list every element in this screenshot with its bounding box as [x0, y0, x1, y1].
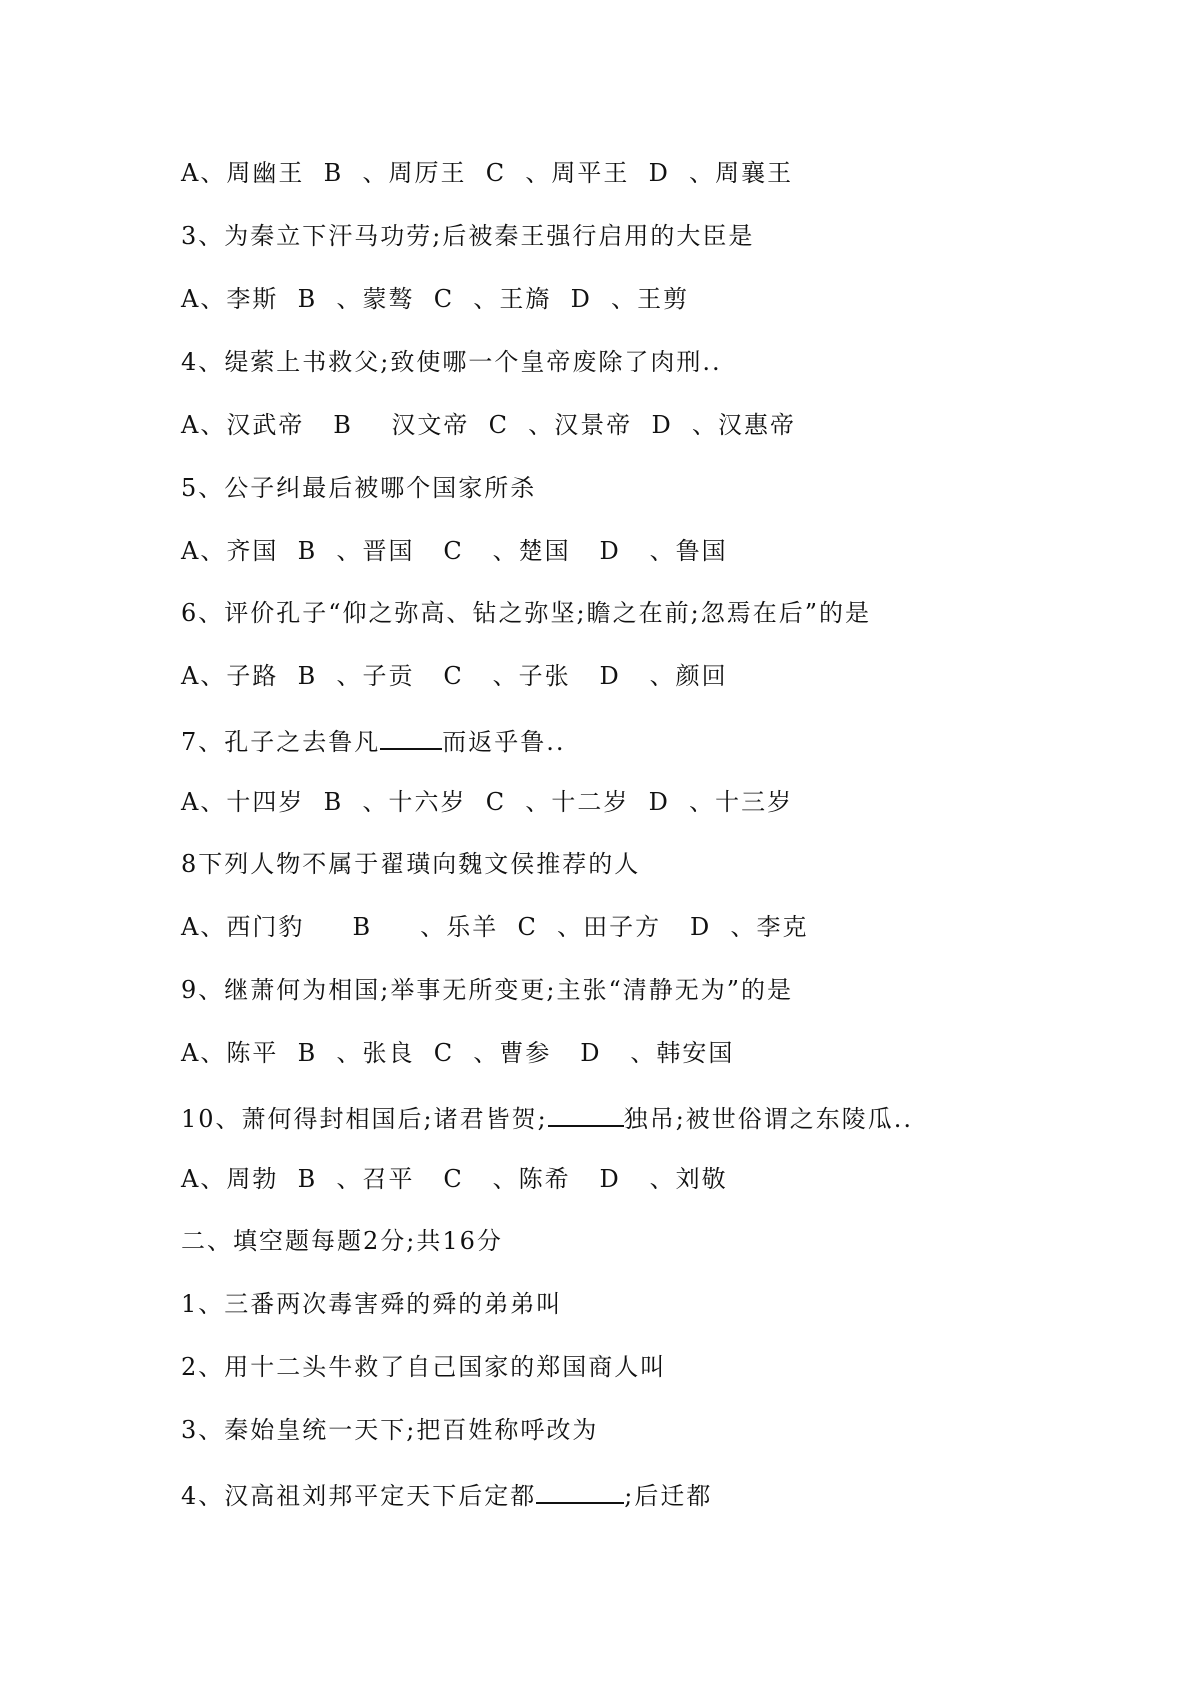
q2-options: A、周幽王 B 、周厉王 C 、周平王 D 、周襄王	[181, 159, 794, 187]
q10-question	[181, 1101, 913, 1134]
q7-question	[181, 724, 566, 757]
fill-q4-text-before: 4、汉高祖刘邦平定天下后定都	[181, 1482, 537, 1510]
q4-options: A、汉武帝 B 汉文帝 C 、汉景帝 D 、汉惠帝	[181, 411, 797, 439]
fill-q1: 1、三番两次毒害舜的舜的弟弟叫	[181, 1290, 563, 1318]
q9-question: 9、继萧何为相国;举事无所变更;主张“清静无为”的是	[181, 976, 793, 1004]
q8-options: A、西门豹 B 、乐羊 C 、田子方 D 、李克	[181, 913, 809, 941]
q4-question: 4、缇萦上书救父;致使哪一个皇帝废除了肉刑..	[181, 348, 722, 376]
fill-q4	[181, 1478, 712, 1511]
q10-blank	[548, 1101, 624, 1127]
q3-question: 3、为秦立下汗马功劳;后被秦王强行启用的大臣是	[181, 222, 755, 250]
q10-text-before: 10、萧何得封相国后;诸君皆贺;	[181, 1105, 548, 1133]
q6-options: A、子路 B 、子贡 C 、子张 D 、颜回	[181, 662, 728, 690]
fill-q3: 3、秦始皇统一天下;把百姓称呼改为	[181, 1416, 599, 1444]
q7-options: A、十四岁 B 、十六岁 C 、十二岁 D 、十三岁	[181, 788, 794, 816]
q10-options: A、周勃 B 、召平 C 、陈希 D 、刘敬	[181, 1165, 728, 1193]
fill-q2: 2、用十二头牛救了自己国家的郑国商人叫	[181, 1353, 667, 1381]
q7-blank	[380, 724, 442, 750]
q10-text-after: 独吊;被世俗谓之东陵瓜..	[623, 1105, 914, 1133]
section-heading-fill-in: 二、填空题每题2分;共16分	[181, 1227, 503, 1255]
q9-options: A、陈平 B 、张良 C 、曹参 D 、韩安国	[181, 1039, 735, 1067]
q7-text-before: 7、孔子之去鲁凡	[181, 728, 381, 756]
q3-options: A、李斯 B 、蒙骜 C 、王旖 D 、王剪	[181, 285, 690, 313]
q6-question: 6、评价孔子“仰之弥高、钻之弥坚;瞻之在前;忽焉在后”的是	[181, 599, 871, 627]
q8-question: 8下列人物不属于翟璜向魏文侯推荐的人	[181, 850, 641, 878]
q5-options: A、齐国 B 、晋国 C 、楚国 D 、鲁国	[181, 537, 728, 565]
fill-q4-blank	[536, 1478, 624, 1504]
q7-text-after: 而返乎鲁..	[442, 728, 566, 756]
q5-question: 5、公子纠最后被哪个国家所杀	[181, 474, 537, 502]
fill-q4-text-after: ;后迁都	[624, 1482, 713, 1510]
